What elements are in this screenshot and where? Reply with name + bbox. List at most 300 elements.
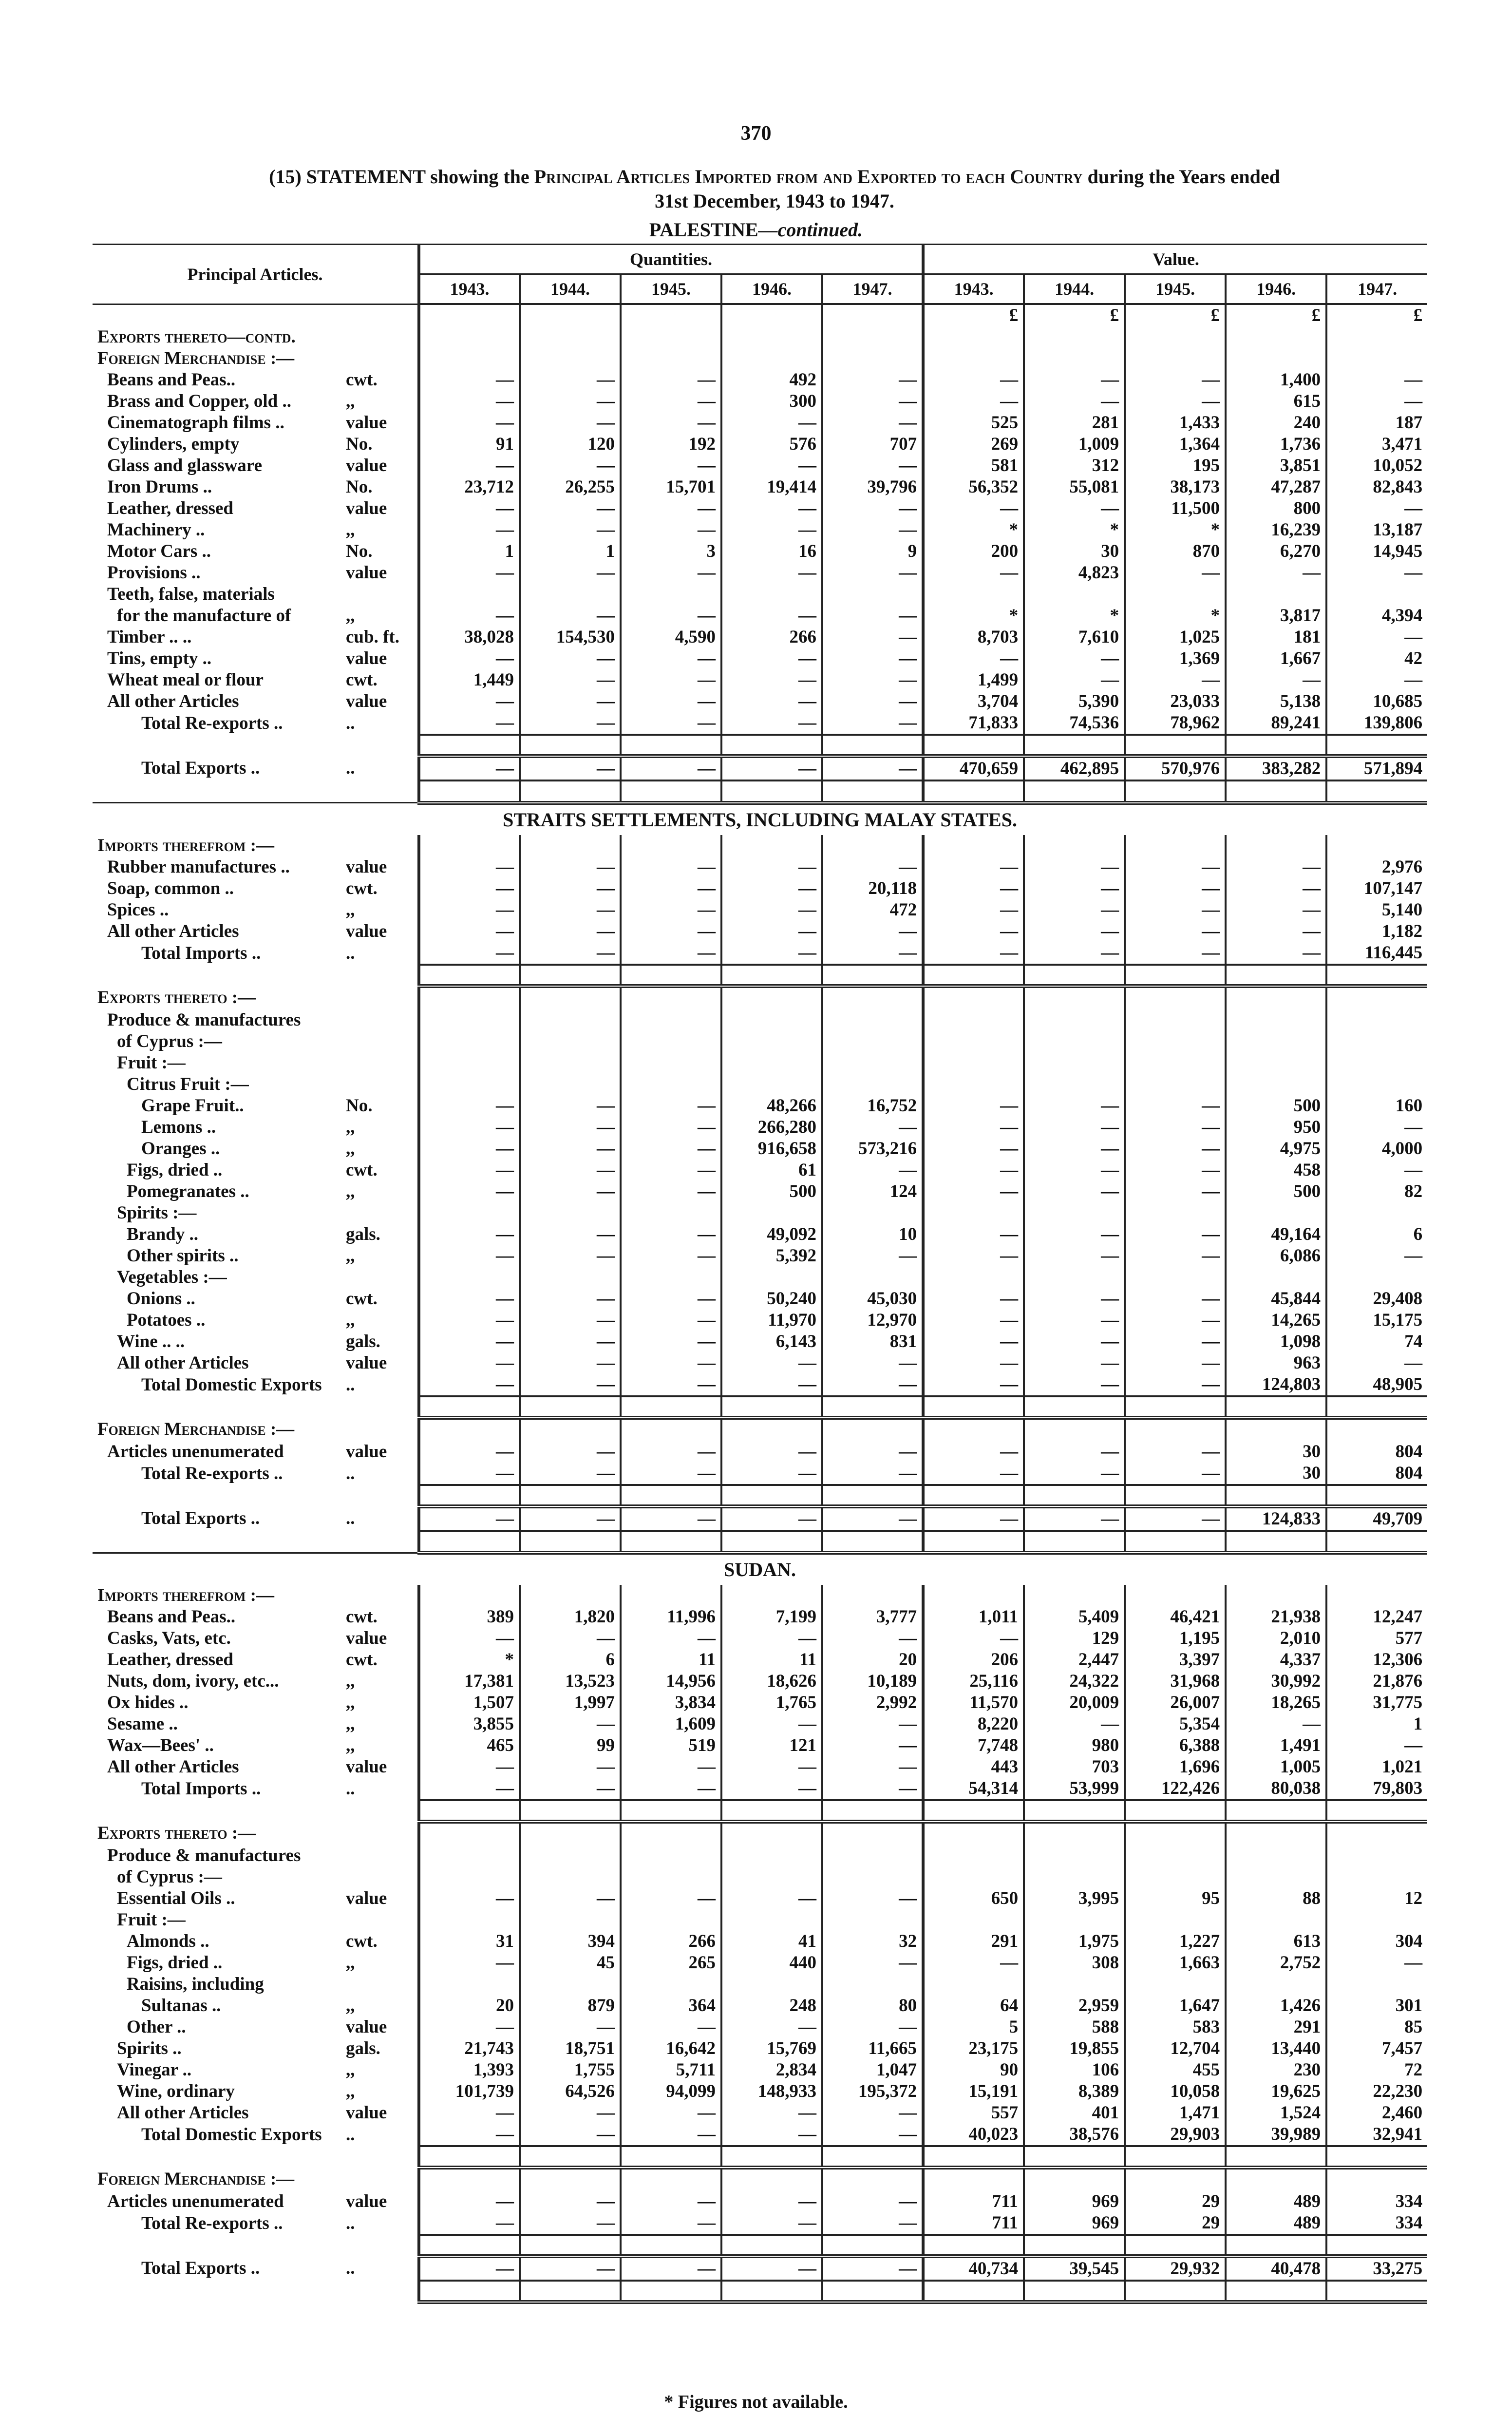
rule-cell — [621, 1531, 721, 1553]
total-rule — [93, 1396, 1427, 1418]
quantity-cell: 3,855 — [419, 1713, 520, 1735]
year-header: 1944. — [520, 274, 621, 304]
quantity-cell: 3,777 — [822, 1606, 923, 1628]
quantity-cell: — — [621, 1331, 721, 1352]
rule-cell — [1125, 735, 1226, 756]
value-cell — [923, 1052, 1024, 1074]
quantity-cell — [822, 986, 923, 1009]
article-label: Imports therefrom :— — [97, 835, 274, 856]
value-cell: 30,992 — [1226, 1671, 1326, 1692]
value-cell: 2,447 — [1024, 1649, 1125, 1671]
value-cell: — — [923, 1224, 1024, 1245]
quantity-cell: — — [520, 1506, 621, 1531]
value-cell: 1,400 — [1226, 369, 1326, 391]
value-cell: 6,086 — [1226, 1245, 1326, 1267]
value-cell: — — [923, 1441, 1024, 1463]
quantity-cell — [822, 304, 923, 326]
article-label: Cylinders, empty — [107, 434, 240, 454]
value-cell — [1326, 1822, 1427, 1845]
value-cell: 312 — [1024, 455, 1125, 476]
table-row — [93, 1352, 1427, 1374]
unit-label: ,, — [346, 1996, 355, 2016]
quantity-cell — [520, 1009, 621, 1031]
table-row — [93, 519, 1427, 541]
value-cell: — — [1125, 1463, 1226, 1485]
rule-cell — [520, 1800, 621, 1822]
table-row — [93, 1160, 1427, 1181]
value-cell: — — [1024, 391, 1125, 412]
value-cell: 7,610 — [1024, 627, 1125, 648]
value-cell — [1024, 1418, 1125, 1441]
value-cell: 33,275 — [1326, 2256, 1427, 2281]
quantity-cell: — — [621, 2212, 721, 2235]
article-label: Produce & manufactures — [107, 1009, 301, 1030]
quantity-cell: — — [520, 562, 621, 584]
value-cell — [1125, 2168, 1226, 2191]
quantity-cell: 1,609 — [621, 1713, 721, 1735]
quantity-cell: — — [721, 498, 822, 519]
unit-label — [346, 304, 419, 326]
rule-cell — [1326, 1396, 1427, 1418]
table-row — [93, 562, 1427, 584]
quantity-cell: — — [822, 391, 923, 412]
quantity-cell: 500 — [721, 1181, 822, 1202]
value-cell: 13,187 — [1326, 519, 1427, 541]
total-row — [93, 2212, 1427, 2235]
quantity-cell: — — [419, 498, 520, 519]
value-cell — [1326, 1845, 1427, 1866]
unit-label: value — [346, 2017, 387, 2037]
quantity-cell: — — [621, 1374, 721, 1396]
value-cell: 74,536 — [1024, 712, 1125, 735]
article-label: All other Articles — [107, 921, 239, 941]
value-cell — [1326, 835, 1427, 856]
value-cell: 1,005 — [1226, 1756, 1326, 1778]
unit-label: value — [346, 563, 387, 583]
value-cell: 12,704 — [1125, 2038, 1226, 2059]
quantity-cell: 266 — [721, 627, 822, 648]
value-cell: 53,999 — [1024, 1778, 1125, 1800]
quantity-cell — [520, 348, 621, 369]
quantity-cell: — — [621, 2102, 721, 2124]
quantity-cell: — — [520, 1224, 621, 1245]
value-cell: 64 — [923, 1995, 1024, 2017]
rule-cell — [1326, 780, 1427, 803]
quantity-cell: — — [419, 921, 520, 942]
value-cell: 187 — [1326, 412, 1427, 434]
article-label: for the manufacture of — [117, 606, 291, 626]
quantity-cell — [621, 1052, 721, 1074]
value-cell: 4,975 — [1226, 1138, 1326, 1160]
quantity-cell: — — [419, 1888, 520, 1909]
quantity-cell: — — [822, 1778, 923, 1800]
value-cell: 40,734 — [923, 2256, 1024, 2281]
unit-label: value — [346, 1628, 387, 1648]
value-cell: 40,023 — [923, 2124, 1024, 2146]
value-cell: — — [1024, 1181, 1125, 1202]
value-cell: 79,803 — [1326, 1778, 1427, 1800]
article-label: Soap, common .. — [107, 878, 234, 898]
unit-label — [346, 1909, 419, 1931]
quantity-cell: * — [419, 1649, 520, 1671]
article-label: Foreign Merchandise :— — [97, 348, 295, 368]
value-cell: — — [1326, 498, 1427, 519]
country-name: PALESTINE — [649, 219, 758, 241]
value-cell — [1125, 1418, 1226, 1441]
value-cell: — — [923, 1310, 1024, 1331]
rule-cell — [822, 2281, 923, 2302]
value-cell: 804 — [1326, 1441, 1427, 1463]
quantity-cell: — — [419, 942, 520, 965]
quantity-cell: — — [822, 691, 923, 712]
value-cell — [923, 584, 1024, 605]
value-cell: 3,995 — [1024, 1888, 1125, 1909]
quantity-cell — [419, 986, 520, 1009]
value-cell: 29,903 — [1125, 2124, 1226, 2146]
unit-label — [346, 1074, 419, 1095]
value-cell: — — [1024, 1095, 1125, 1117]
rule-cell — [520, 735, 621, 756]
unit-label: .. — [346, 1508, 355, 1528]
value-cell: — — [1024, 878, 1125, 899]
value-cell: 804 — [1326, 1463, 1427, 1485]
unit-label: value — [346, 921, 387, 941]
quantity-cell: — — [520, 2124, 621, 2146]
table-row — [93, 304, 1427, 326]
article-label: Total Exports .. — [141, 758, 260, 778]
rule-cell — [822, 1396, 923, 1418]
article-label: Glass and glassware — [107, 456, 262, 476]
rule-cell — [822, 2235, 923, 2256]
value-cell: 711 — [923, 2191, 1024, 2212]
table-row — [93, 648, 1427, 669]
article-label: Exports thereto—contd. — [97, 327, 296, 347]
value-cell — [923, 1267, 1024, 1288]
article-label: Total Exports .. — [141, 1508, 260, 1528]
rule-cell — [419, 2235, 520, 2256]
value-cell: 969 — [1024, 2212, 1125, 2235]
value-cell — [1125, 348, 1226, 369]
quantity-cell: — — [419, 1778, 520, 1800]
value-cell: — — [923, 878, 1024, 899]
rule-cell — [419, 965, 520, 986]
rule-cell — [621, 2281, 721, 2302]
value-cell: — — [923, 1331, 1024, 1352]
value-cell: 334 — [1326, 2191, 1427, 2212]
value-cell — [1024, 1267, 1125, 1288]
quantity-cell: — — [419, 648, 520, 669]
quantity-cell: — — [621, 1778, 721, 1800]
quantity-cell: 573,216 — [822, 1138, 923, 1160]
value-cell: — — [923, 648, 1024, 669]
quantity-cell: — — [419, 1160, 520, 1181]
quantity-cell — [822, 348, 923, 369]
value-cell — [923, 986, 1024, 1009]
value-cell: — — [1226, 1713, 1326, 1735]
quantity-cell: 266 — [621, 1931, 721, 1952]
rule-cell — [419, 2281, 520, 2302]
article-label: All other Articles — [107, 1757, 239, 1777]
value-cell: — — [1024, 1160, 1125, 1181]
value-cell: 14,265 — [1226, 1310, 1326, 1331]
value-cell: 14,945 — [1326, 541, 1427, 562]
quantity-cell — [419, 304, 520, 326]
value-cell: 462,895 — [1024, 756, 1125, 780]
quantity-cell — [621, 835, 721, 856]
value-cell: — — [1326, 1952, 1427, 1974]
rule-cell — [923, 2235, 1024, 2256]
quantity-cell: — — [822, 2017, 923, 2038]
value-cell: 13,440 — [1226, 2038, 1326, 2059]
section-row — [93, 835, 1427, 856]
table-row — [93, 1713, 1427, 1735]
rule-cell — [822, 1531, 923, 1553]
article-label: Tins, empty .. — [107, 648, 212, 668]
value-cell: 10,685 — [1326, 691, 1427, 712]
quantity-cell: — — [822, 2102, 923, 2124]
rule-cell — [419, 2146, 520, 2168]
value-cell: * — [923, 605, 1024, 627]
value-cell: 90 — [923, 2059, 1024, 2081]
quantity-cell: 39,796 — [822, 476, 923, 498]
quantity-cell: — — [621, 2191, 721, 2212]
value-cell: — — [1125, 1117, 1226, 1138]
rule-cell — [923, 1800, 1024, 1822]
value-cell: 2,010 — [1226, 1628, 1326, 1649]
table-row — [93, 1952, 1427, 1974]
quantity-cell — [621, 1866, 721, 1888]
value-cell: 525 — [923, 412, 1024, 434]
value-cell: 54,314 — [923, 1778, 1024, 1800]
quantity-cell: — — [419, 369, 520, 391]
quantity-cell: — — [520, 1713, 621, 1735]
rule-cell — [923, 735, 1024, 756]
section-row — [93, 986, 1427, 1009]
rule-cell — [721, 735, 822, 756]
value-cell: — — [923, 942, 1024, 965]
value-cell — [1024, 986, 1125, 1009]
value-cell — [923, 1202, 1024, 1224]
table-row — [93, 1606, 1427, 1628]
value-cell: — — [923, 369, 1024, 391]
value-cell: 39,545 — [1024, 2256, 1125, 2281]
unit-label: ,, — [346, 1181, 355, 1201]
rule-cell — [419, 1531, 520, 1553]
quantity-cell: — — [520, 2212, 621, 2235]
table-row — [93, 1756, 1427, 1778]
quantity-cell: 1,820 — [520, 1606, 621, 1628]
quantity-cell: 266,280 — [721, 1117, 822, 1138]
article-label: Ox hides .. — [107, 1693, 189, 1713]
value-cell — [1326, 1909, 1427, 1931]
table-row — [93, 1009, 1427, 1031]
value-cell — [923, 1031, 1024, 1052]
rule-spacer — [93, 735, 419, 756]
quantity-cell: — — [621, 2256, 721, 2281]
unit-label — [346, 1009, 419, 1031]
value-cell: 615 — [1226, 391, 1326, 412]
rule-cell — [1226, 1396, 1326, 1418]
quantity-cell: — — [822, 1374, 923, 1396]
quantity-cell: — — [419, 1952, 520, 1974]
quantity-cell: — — [621, 2017, 721, 2038]
unit-label: cwt. — [346, 878, 378, 898]
country-heading-row — [93, 1553, 1427, 1585]
unit-label: gals. — [346, 2038, 380, 2058]
value-cell — [1226, 1909, 1326, 1931]
quantity-cell: — — [621, 605, 721, 627]
unit-label — [346, 1845, 419, 1866]
rule-cell — [822, 1485, 923, 1506]
value-cell: — — [1226, 669, 1326, 691]
value-cell — [1024, 1074, 1125, 1095]
table-row — [93, 627, 1427, 648]
article-label: Total Re-exports .. — [141, 713, 283, 733]
value-cell — [1326, 584, 1427, 605]
value-cell: — — [1125, 1352, 1226, 1374]
rule-cell — [1326, 2146, 1427, 2168]
quantity-cell: — — [621, 1441, 721, 1463]
quantity-cell: — — [419, 2124, 520, 2146]
value-cell — [1024, 1009, 1125, 1031]
value-cell: 29,932 — [1125, 2256, 1226, 2281]
article-label: Machinery .. — [107, 520, 205, 540]
value-cell: 122,426 — [1125, 1778, 1226, 1800]
article-label: Foreign Merchandise :— — [97, 2169, 295, 2189]
quantity-cell — [419, 1052, 520, 1074]
quantity-cell: — — [822, 605, 923, 627]
value-cell — [923, 1845, 1024, 1866]
value-cell: 6,388 — [1125, 1735, 1226, 1756]
quantity-cell — [721, 1822, 822, 1845]
quantity-cell: 15,701 — [621, 476, 721, 498]
quantity-cell: 10,189 — [822, 1671, 923, 1692]
quantity-cell: — — [822, 2191, 923, 2212]
value-cell: — — [1226, 942, 1326, 965]
quantity-cell: — — [621, 2124, 721, 2146]
value-cell: — — [1125, 369, 1226, 391]
quantity-cell: 1,755 — [520, 2059, 621, 2081]
value-cell: 703 — [1024, 1756, 1125, 1778]
value-cell: 12,306 — [1326, 1649, 1427, 1671]
col-articles-header: Principal Articles. — [93, 245, 419, 304]
value-cell: £ — [1125, 304, 1226, 326]
value-cell: £ — [1226, 304, 1326, 326]
quantity-cell — [822, 1585, 923, 1606]
article-label: Leather, dressed — [107, 498, 233, 518]
quantity-cell — [822, 1052, 923, 1074]
quantity-cell — [621, 1585, 721, 1606]
value-cell: 1,471 — [1125, 2102, 1226, 2124]
value-cell — [923, 1585, 1024, 1606]
value-cell: 23,175 — [923, 2038, 1024, 2059]
quantity-cell — [520, 1052, 621, 1074]
value-cell — [923, 1009, 1024, 1031]
value-cell — [923, 1974, 1024, 1995]
rule-cell — [1326, 965, 1427, 986]
value-cell: 20,009 — [1024, 1692, 1125, 1713]
value-cell: — — [923, 856, 1024, 878]
quantity-cell: — — [419, 1181, 520, 1202]
table-row — [93, 1288, 1427, 1310]
article-label: All other Articles — [117, 1352, 249, 1373]
quantity-cell: — — [520, 1463, 621, 1485]
quantity-cell: — — [721, 2017, 822, 2038]
quantity-cell — [419, 835, 520, 856]
value-cell: 5,140 — [1326, 899, 1427, 921]
value-cell: 969 — [1024, 2191, 1125, 2212]
quantity-cell — [520, 1822, 621, 1845]
rule-cell — [1024, 1800, 1125, 1822]
article-label: Total Domestic Exports — [141, 2125, 322, 2145]
article-label: Brass and Copper, old .. — [107, 391, 291, 411]
unit-label: value — [346, 413, 387, 433]
article-label: Total Re-exports .. — [141, 2213, 283, 2233]
quantity-cell: — — [520, 691, 621, 712]
value-cell: — — [1326, 1245, 1427, 1267]
quantity-cell: — — [419, 455, 520, 476]
value-cell: — — [1326, 562, 1427, 584]
rule-cell — [1226, 735, 1326, 756]
value-cell: 383,282 — [1226, 756, 1326, 780]
table-row — [93, 1138, 1427, 1160]
article-label: Articles unenumerated — [107, 1441, 284, 1462]
quantity-cell: 13,523 — [520, 1671, 621, 1692]
value-cell: 1,195 — [1125, 1628, 1226, 1649]
quantity-cell: 91 — [419, 434, 520, 455]
value-cell: — — [923, 1160, 1024, 1181]
value-cell: 1,364 — [1125, 434, 1226, 455]
unit-label: value — [346, 1352, 387, 1373]
quantity-cell: — — [721, 1778, 822, 1800]
unit-label — [346, 326, 419, 348]
table-row — [93, 1245, 1427, 1267]
value-cell: 1,098 — [1226, 1331, 1326, 1352]
quantity-cell: — — [822, 627, 923, 648]
article-label: Vinegar .. — [117, 2060, 192, 2080]
unit-label: cub. ft. — [346, 627, 399, 647]
value-cell: 1,663 — [1125, 1952, 1226, 1974]
value-cell — [1125, 326, 1226, 348]
total-row — [93, 756, 1427, 780]
value-cell — [1125, 1866, 1226, 1888]
quantity-cell: — — [419, 756, 520, 780]
value-cell: 443 — [923, 1756, 1024, 1778]
table-row — [93, 605, 1427, 627]
quantity-cell: — — [520, 648, 621, 669]
quantity-cell: — — [822, 1756, 923, 1778]
article-label: Beans and Peas.. — [107, 370, 236, 390]
quantity-cell: — — [419, 2191, 520, 2212]
quantity-cell: — — [721, 921, 822, 942]
value-cell: — — [1125, 1441, 1226, 1463]
rule-cell — [1326, 2235, 1427, 2256]
value-cell — [1024, 1031, 1125, 1052]
quantity-cell: 7,199 — [721, 1606, 822, 1628]
value-cell: — — [1024, 899, 1125, 921]
quantity-cell — [822, 1845, 923, 1866]
rule-spacer — [93, 1800, 419, 1822]
quantity-cell: — — [419, 2256, 520, 2281]
quantity-cell: 3,834 — [621, 1692, 721, 1713]
quantity-cell: — — [822, 455, 923, 476]
unit-label — [346, 584, 419, 605]
quantity-cell — [822, 1909, 923, 1931]
quantity-cell — [721, 1052, 822, 1074]
year-header: 1943. — [419, 274, 520, 304]
unit-label: ,, — [346, 1953, 355, 1973]
quantity-cell: — — [721, 856, 822, 878]
